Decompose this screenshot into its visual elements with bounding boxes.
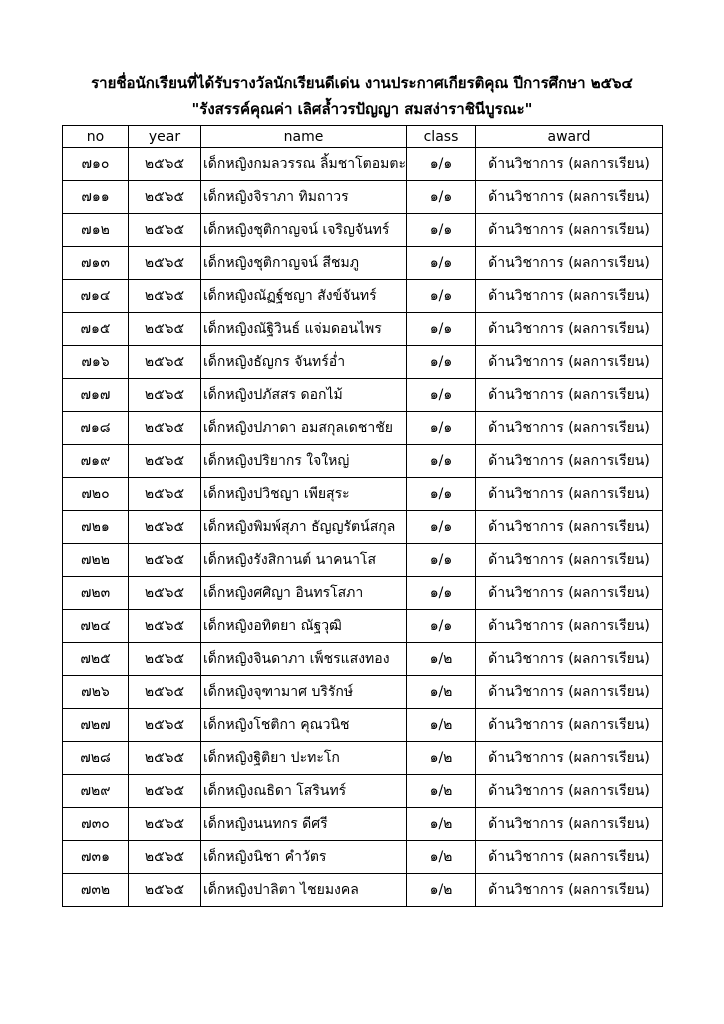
- table-row: [63, 511, 663, 544]
- cell-year: ๒๕๖๕: [129, 775, 201, 808]
- cell-year: ๒๕๖๕: [129, 313, 201, 346]
- cell-name: เด็กหญิงณัฐิวินธ์ แจ่มดอนไพร: [201, 313, 407, 346]
- cell-class: ๑/๑: [407, 544, 476, 577]
- table-row: [63, 709, 663, 742]
- cell-year: ๒๕๖๕: [129, 874, 201, 907]
- document-title: รายชื่อนักเรียนที่ได้รับรางวัลนักเรียนดีเด่น งานประกาศเกียรติคุณ ปีการศึกษา ๒๕๖๔: [91, 74, 633, 92]
- cell-no: ๗๒๕: [63, 643, 129, 676]
- cell-name: เด็กหญิงศศิญา อินทรโสภา: [201, 577, 407, 610]
- cell-class: ๑/๑: [407, 181, 476, 214]
- table-row: [63, 841, 663, 874]
- cell-award: ด้านวิชาการ (ผลการเรียน): [476, 445, 663, 478]
- cell-class: ๑/๑: [407, 412, 476, 445]
- cell-class: ๑/๒: [407, 709, 476, 742]
- cell-class: ๑/๒: [407, 775, 476, 808]
- table-row: [63, 412, 663, 445]
- cell-award: ด้านวิชาการ (ผลการเรียน): [476, 610, 663, 643]
- cell-year: ๒๕๖๕: [129, 841, 201, 874]
- cell-class: ๑/๒: [407, 874, 476, 907]
- header-award: award: [476, 126, 663, 148]
- header-no: no: [63, 126, 129, 148]
- cell-class: ๑/๑: [407, 478, 476, 511]
- cell-no: ๗๒๔: [63, 610, 129, 643]
- cell-award: ด้านวิชาการ (ผลการเรียน): [476, 709, 663, 742]
- cell-name: เด็กหญิงปาลิตา ไชยมงคล: [201, 874, 407, 907]
- cell-award: ด้านวิชาการ (ผลการเรียน): [476, 214, 663, 247]
- table-row: [63, 874, 663, 907]
- cell-class: ๑/๑: [407, 214, 476, 247]
- cell-year: ๒๕๖๕: [129, 412, 201, 445]
- table-body: [63, 148, 663, 907]
- cell-class: ๑/๑: [407, 577, 476, 610]
- cell-no: ๗๑๙: [63, 445, 129, 478]
- cell-no: ๗๒๒: [63, 544, 129, 577]
- table-header-row: [63, 126, 663, 148]
- table-row: [63, 676, 663, 709]
- header-class: class: [407, 126, 476, 148]
- document-subtitle: "รังสรรค์คุณค่า เลิศล้ำวรปัญญา สมสง่าราชินีบูรณะ": [191, 100, 533, 118]
- cell-award: ด้านวิชาการ (ผลการเรียน): [476, 280, 663, 313]
- cell-year: ๒๕๖๕: [129, 643, 201, 676]
- table-row: [63, 214, 663, 247]
- table-row: [63, 610, 663, 643]
- cell-award: ด้านวิชาการ (ผลการเรียน): [476, 313, 663, 346]
- table-row: [63, 148, 663, 181]
- cell-no: ๗๓๒: [63, 874, 129, 907]
- cell-name: เด็กหญิงกมลวรรณ ลิ้มชาโตอมตะ: [201, 148, 407, 181]
- cell-award: ด้านวิชาการ (ผลการเรียน): [476, 412, 663, 445]
- cell-name: เด็กหญิงฐิติยา ปะทะโก: [201, 742, 407, 775]
- cell-year: ๒๕๖๕: [129, 346, 201, 379]
- cell-no: ๗๒๗: [63, 709, 129, 742]
- cell-class: ๑/๒: [407, 742, 476, 775]
- cell-class: ๑/๑: [407, 445, 476, 478]
- cell-no: ๗๓๑: [63, 841, 129, 874]
- cell-class: ๑/๑: [407, 313, 476, 346]
- cell-name: เด็กหญิงโชติกา คุณวนิช: [201, 709, 407, 742]
- cell-class: ๑/๑: [407, 379, 476, 412]
- cell-year: ๒๕๖๕: [129, 148, 201, 181]
- cell-year: ๒๕๖๕: [129, 445, 201, 478]
- table-row: [63, 478, 663, 511]
- table-row: [63, 643, 663, 676]
- cell-year: ๒๕๖๕: [129, 379, 201, 412]
- cell-year: ๒๕๖๕: [129, 808, 201, 841]
- cell-name: เด็กหญิงจุฑามาศ บริรักษ์: [201, 676, 407, 709]
- cell-award: ด้านวิชาการ (ผลการเรียน): [476, 346, 663, 379]
- cell-no: ๗๓๐: [63, 808, 129, 841]
- header-year: year: [129, 126, 201, 148]
- cell-name: เด็กหญิงชุติกาญจน์ เจริญจันทร์: [201, 214, 407, 247]
- cell-year: ๒๕๖๕: [129, 214, 201, 247]
- table-row: [63, 313, 663, 346]
- cell-class: ๑/๒: [407, 808, 476, 841]
- cell-name: เด็กหญิงปภาดา อมสกุลเดชาชัย: [201, 412, 407, 445]
- cell-class: ๑/๑: [407, 511, 476, 544]
- cell-name: เด็กหญิงชุติกาญจน์ สีชมภู: [201, 247, 407, 280]
- table-row: [63, 181, 663, 214]
- table-row: [63, 808, 663, 841]
- cell-class: ๑/๑: [407, 148, 476, 181]
- cell-name: เด็กหญิงจิราภา ทิมถาวร: [201, 181, 407, 214]
- cell-class: ๑/๒: [407, 841, 476, 874]
- cell-name: เด็กหญิงธัญกร จันทร์อ่ำ: [201, 346, 407, 379]
- table-row: [63, 445, 663, 478]
- cell-award: ด้านวิชาการ (ผลการเรียน): [476, 247, 663, 280]
- cell-no: ๗๒๖: [63, 676, 129, 709]
- table-row: [63, 379, 663, 412]
- cell-award: ด้านวิชาการ (ผลการเรียน): [476, 478, 663, 511]
- cell-no: ๗๑๑: [63, 181, 129, 214]
- cell-year: ๒๕๖๕: [129, 181, 201, 214]
- cell-award: ด้านวิชาการ (ผลการเรียน): [476, 742, 663, 775]
- cell-award: ด้านวิชาการ (ผลการเรียน): [476, 577, 663, 610]
- cell-award: ด้านวิชาการ (ผลการเรียน): [476, 511, 663, 544]
- cell-year: ๒๕๖๕: [129, 511, 201, 544]
- cell-class: ๑/๑: [407, 247, 476, 280]
- cell-no: ๗๑๐: [63, 148, 129, 181]
- cell-award: ด้านวิชาการ (ผลการเรียน): [476, 379, 663, 412]
- cell-class: ๑/๑: [407, 346, 476, 379]
- cell-no: ๗๑๘: [63, 412, 129, 445]
- table-row: [63, 346, 663, 379]
- cell-award: ด้านวิชาการ (ผลการเรียน): [476, 676, 663, 709]
- cell-award: ด้านวิชาการ (ผลการเรียน): [476, 775, 663, 808]
- cell-name: เด็กหญิงณธิดา โสรินทร์: [201, 775, 407, 808]
- cell-award: ด้านวิชาการ (ผลการเรียน): [476, 808, 663, 841]
- cell-name: เด็กหญิงจินดาภา เพ็ชรแสงทอง: [201, 643, 407, 676]
- cell-name: เด็กหญิงนนทกร ดีศรี: [201, 808, 407, 841]
- cell-name: เด็กหญิงณัฏฐ์ชญา สังข์จันทร์: [201, 280, 407, 313]
- cell-year: ๒๕๖๕: [129, 544, 201, 577]
- table-row: [63, 247, 663, 280]
- cell-name: เด็กหญิงอทิตยา ณัฐวุฒิ: [201, 610, 407, 643]
- cell-award: ด้านวิชาการ (ผลการเรียน): [476, 841, 663, 874]
- cell-name: เด็กหญิงพิมพ์สุภา ธัญญรัตน์สกุล: [201, 511, 407, 544]
- cell-no: ๗๒๑: [63, 511, 129, 544]
- cell-name: เด็กหญิงนิชา คำวัตร: [201, 841, 407, 874]
- table-row: [63, 280, 663, 313]
- cell-no: ๗๒๓: [63, 577, 129, 610]
- cell-award: ด้านวิชาการ (ผลการเรียน): [476, 544, 663, 577]
- cell-no: ๗๒๘: [63, 742, 129, 775]
- cell-year: ๒๕๖๕: [129, 280, 201, 313]
- cell-no: ๗๑๗: [63, 379, 129, 412]
- cell-no: ๗๒๐: [63, 478, 129, 511]
- cell-class: ๑/๒: [407, 643, 476, 676]
- awards-table: [62, 125, 663, 907]
- table-row: [63, 577, 663, 610]
- cell-name: เด็กหญิงปภัสสร ดอกไม้: [201, 379, 407, 412]
- cell-year: ๒๕๖๕: [129, 709, 201, 742]
- cell-year: ๒๕๖๕: [129, 742, 201, 775]
- cell-award: ด้านวิชาการ (ผลการเรียน): [476, 874, 663, 907]
- cell-class: ๑/๒: [407, 676, 476, 709]
- cell-name: เด็กหญิงปริยากร ใจใหญ่: [201, 445, 407, 478]
- cell-class: ๑/๑: [407, 610, 476, 643]
- cell-no: ๗๑๒: [63, 214, 129, 247]
- cell-no: ๗๑๖: [63, 346, 129, 379]
- table-row: [63, 742, 663, 775]
- cell-year: ๒๕๖๕: [129, 577, 201, 610]
- table-row: [63, 775, 663, 808]
- cell-award: ด้านวิชาการ (ผลการเรียน): [476, 148, 663, 181]
- cell-award: ด้านวิชาการ (ผลการเรียน): [476, 181, 663, 214]
- cell-name: เด็กหญิงปวิชญา เพียสุระ: [201, 478, 407, 511]
- cell-year: ๒๕๖๕: [129, 478, 201, 511]
- cell-no: ๗๑๔: [63, 280, 129, 313]
- cell-no: ๗๑๓: [63, 247, 129, 280]
- header-name: name: [201, 126, 407, 148]
- cell-class: ๑/๑: [407, 280, 476, 313]
- cell-year: ๒๕๖๕: [129, 610, 201, 643]
- cell-award: ด้านวิชาการ (ผลการเรียน): [476, 643, 663, 676]
- table-row: [63, 544, 663, 577]
- cell-no: ๗๒๙: [63, 775, 129, 808]
- cell-year: ๒๕๖๕: [129, 247, 201, 280]
- cell-name: เด็กหญิงรังสิกานต์ นาคนาโส: [201, 544, 407, 577]
- cell-no: ๗๑๕: [63, 313, 129, 346]
- cell-year: ๒๕๖๕: [129, 676, 201, 709]
